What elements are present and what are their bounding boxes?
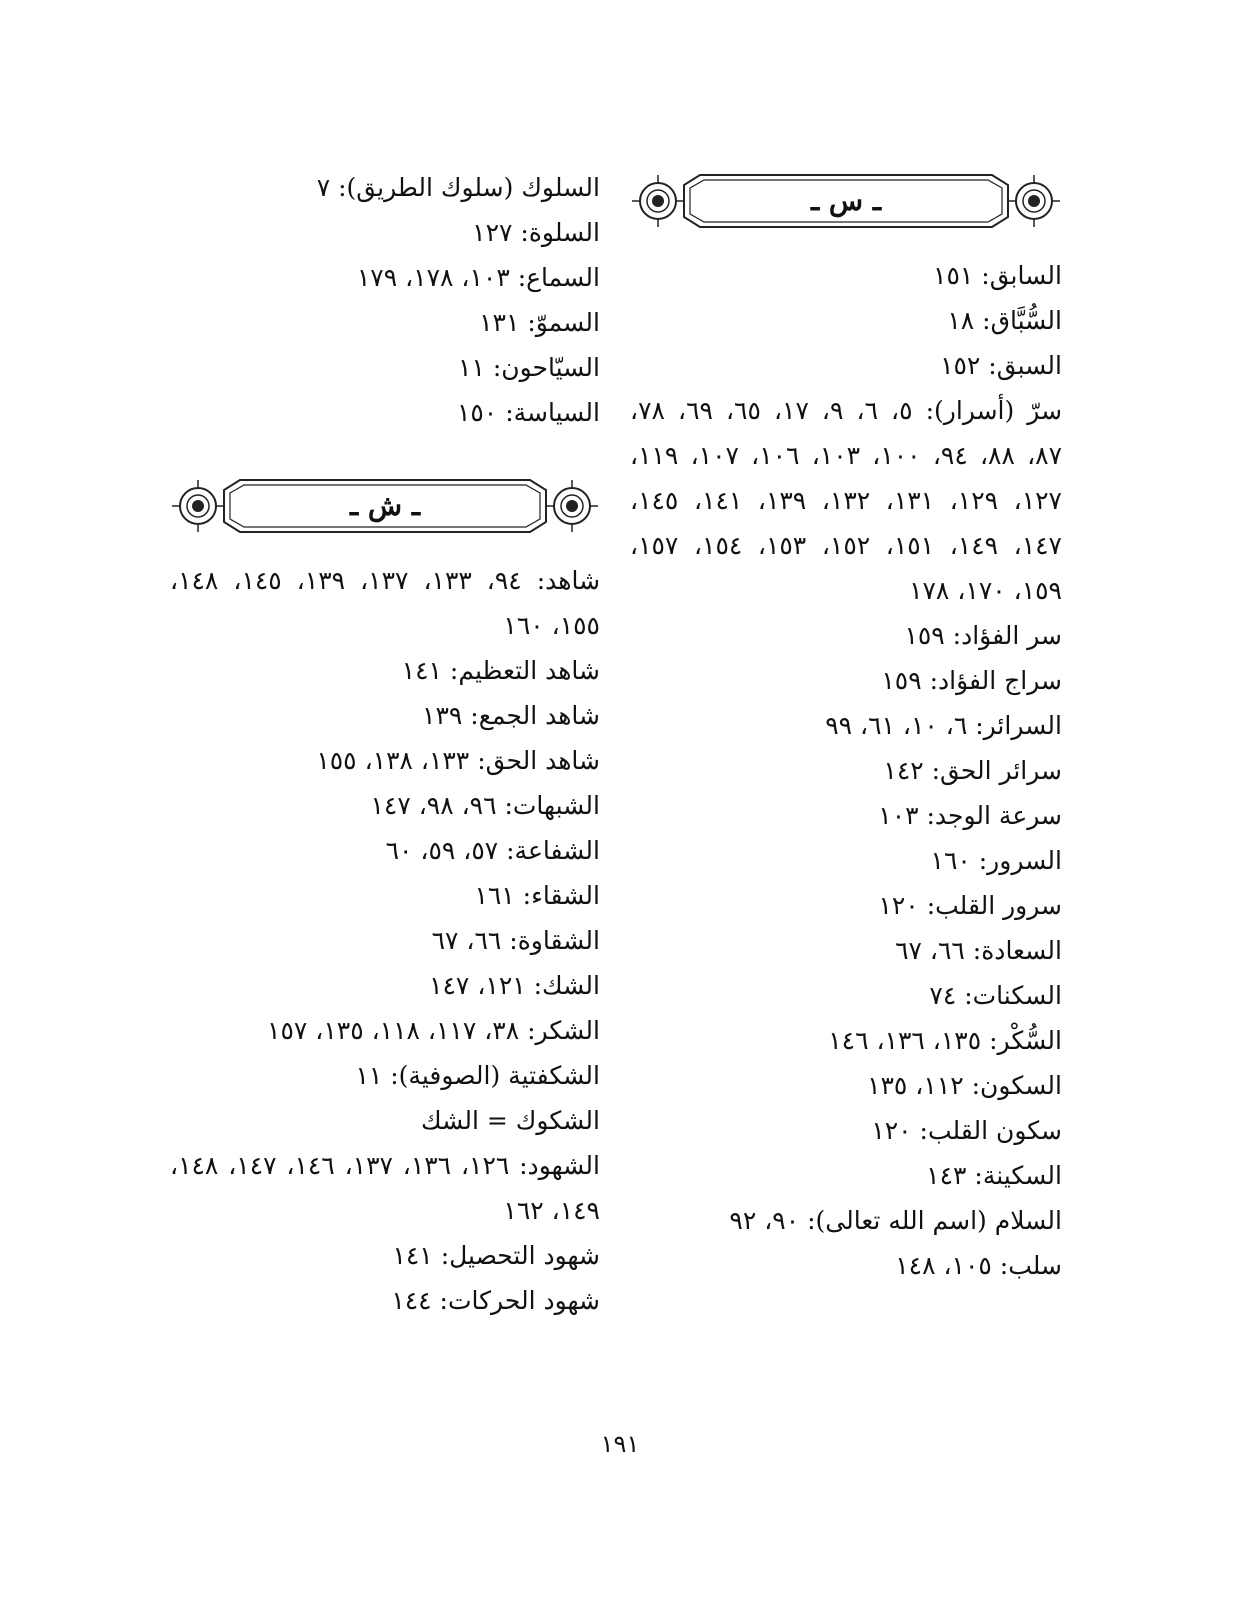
index-entry: الشبهات: ٩٦، ٩٨، ١٤٧ <box>370 791 600 820</box>
index-entry: السبق: ١٥٢ <box>940 351 1062 380</box>
index-entry: السيّاحون: ١١ <box>458 353 600 382</box>
index-entry: السموّ: ١٣١ <box>479 308 600 337</box>
index-entry: سر الفؤاد: ١٥٩ <box>904 621 1062 650</box>
index-entry: السُّكْر: ١٣٥، ١٣٦، ١٤٦ <box>828 1026 1062 1055</box>
index-entry: الشفاعة: ٥٧، ٥٩، ٦٠ <box>385 836 600 865</box>
index-entry: السكنات: ٧٤ <box>929 981 1062 1010</box>
index-entry: السلوك (سلوك الطريق): ٧ <box>316 173 600 202</box>
index-entry: شهود الحركات: ١٤٤ <box>391 1286 600 1315</box>
index-entry: الشهود: ١٢٦، ١٣٦، ١٣٧، ١٤٦، ١٤٧، ١٤٨، ١٤٩، ١٦٢ <box>170 1151 600 1225</box>
index-entry: شهود التحصيل: ١٤١ <box>392 1241 600 1270</box>
index-entry: سرور القلب: ١٢٠ <box>878 891 1062 920</box>
index-entry: سراج الفؤاد: ١٥٩ <box>881 666 1062 695</box>
section-letter: ـ س ـ <box>810 184 882 217</box>
index-entry: شاهد الحق: ١٣٣، ١٣٨، ١٥٥ <box>316 746 600 775</box>
index-entry: شاهد الجمع: ١٣٩ <box>422 701 600 730</box>
index-entry: السلام (اسم الله تعالى): ٩٠، ٩٢ <box>729 1206 1062 1235</box>
section-spacer <box>170 435 600 470</box>
index-entry: شاهد: ٩٤، ١٣٣، ١٣٧، ١٣٩، ١٤٥، ١٤٨، ١٥٥، ١٦٠ <box>170 566 601 640</box>
section-letter: ـ ش ـ <box>349 489 421 522</box>
index-entry: سرّ (أسرار): ٥، ٦، ٩، ١٧، ٦٥، ٦٩، ٧٨، ٨٧، ٨٨، ٩٤، ١٠٠، ١٠٣، ١٠٦، ١٠٧، ١١٩، ١٢٧، ١٢٩، ١٣١، ١٣٢، ١٣٩، ١٤١، ١٤٥، ١٤٧، ١٤٩، ١٥١، ١٥٢، ١٥٣، ١٥٤، ١٥٧، ١٥٩، ١٧٠، ١٧٨ <box>630 396 1063 605</box>
index-entry: سرعة الوجد: ١٠٣ <box>878 801 1062 830</box>
index-entry: السرور: ١٦٠ <box>930 846 1062 875</box>
index-entry: السرائر: ٦، ١٠، ٦١، ٩٩ <box>825 711 1062 740</box>
index-entry: الشك: ١٢١، ١٤٧ <box>429 971 600 1000</box>
index-entry: سلب: ١٠٥، ١٤٨ <box>895 1251 1062 1280</box>
page-number: ١٩١ <box>600 1430 640 1458</box>
index-entry: الشكفتية (الصوفية): ١١ <box>355 1061 600 1090</box>
index-entry: الشكوك = الشك <box>421 1106 600 1135</box>
index-entry: السكون: ١١٢، ١٣٥ <box>867 1071 1062 1100</box>
index-entry: السُّبَّاق: ١٨ <box>947 306 1062 335</box>
index-entry: شاهد التعظيم: ١٤١ <box>401 656 600 685</box>
index-entry: السياسة: ١٥٠ <box>456 398 600 427</box>
left-column <box>170 165 600 1323</box>
index-entry: سكون القلب: ١٢٠ <box>871 1116 1062 1145</box>
index-entry: الشقاوة: ٦٦، ٦٧ <box>431 926 600 955</box>
index-entry: السماع: ١٠٣، ١٧٨، ١٧٩ <box>356 263 600 292</box>
section-header-shin <box>170 474 600 538</box>
right-column <box>630 165 1062 1288</box>
index-entry: الشكر: ٣٨، ١١٧، ١١٨، ١٣٥، ١٥٧ <box>267 1016 600 1045</box>
index-entry: سرائر الحق: ١٤٢ <box>883 756 1062 785</box>
index-entry: السكينة: ١٤٣ <box>926 1161 1062 1190</box>
section-header-sin <box>630 169 1062 233</box>
index-entry: الشقاء: ١٦١ <box>474 881 600 910</box>
index-entry: السعادة: ٦٦، ٦٧ <box>895 936 1062 965</box>
index-entry: السلوة: ١٢٧ <box>472 218 600 247</box>
index-entry: السابق: ١٥١ <box>933 261 1062 290</box>
